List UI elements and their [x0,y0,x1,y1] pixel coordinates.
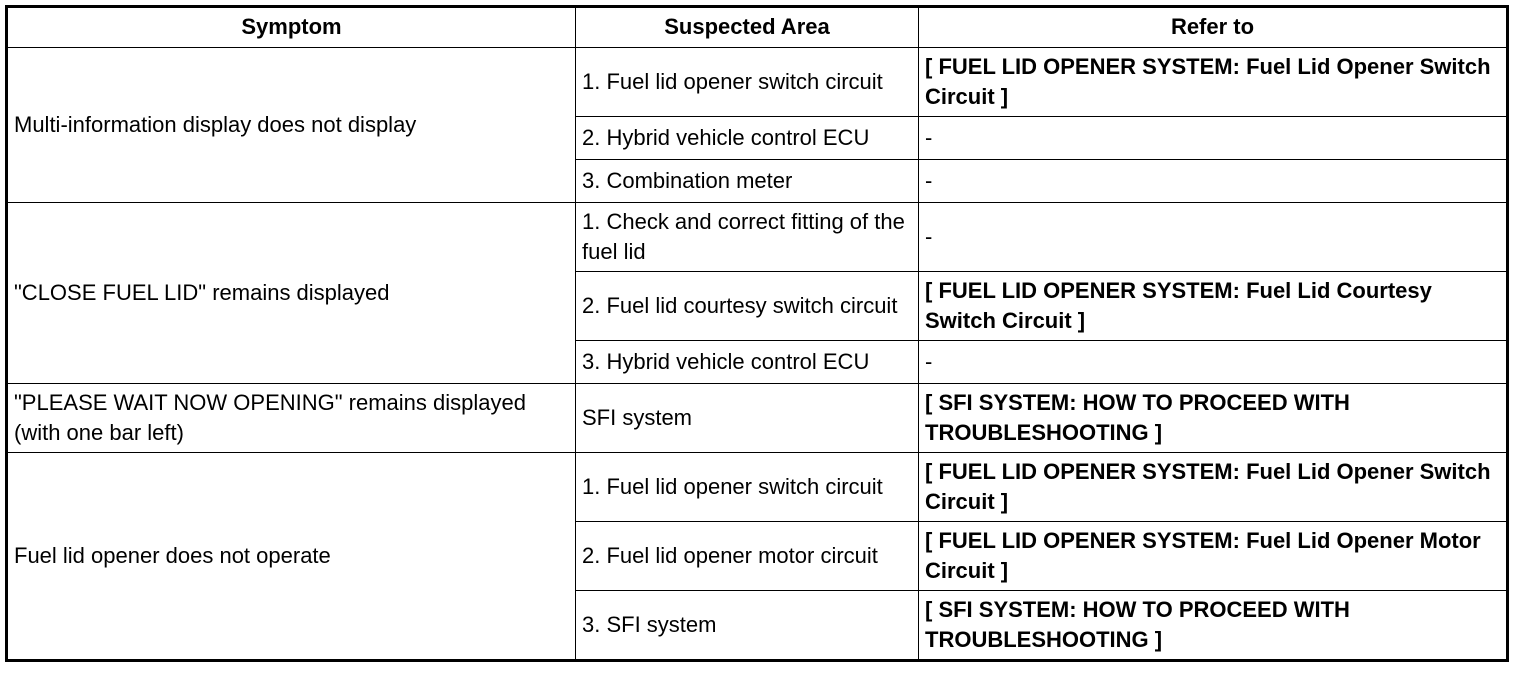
refer-cell: - [919,160,1508,203]
suspected-area-cell: SFI system [576,384,919,453]
table-row [7,48,1508,117]
table-row [7,453,1508,522]
header-suspected-area: Suspected Area [576,7,919,48]
table-row [7,203,1508,272]
refer-cell: - [919,117,1508,160]
suspected-area-cell: 2. Fuel lid courtesy switch circuit [576,272,919,341]
symptom-cell: "PLEASE WAIT NOW OPENING" remains displayed (with one bar left) [7,384,576,453]
refer-cell: - [919,203,1508,272]
suspected-area-cell: 1. Fuel lid opener switch circuit [576,48,919,117]
refer-link[interactable]: [ FUEL LID OPENER SYSTEM: Fuel Lid Opener Switch Circuit ] [919,453,1508,522]
suspected-area-cell: 1. Fuel lid opener switch circuit [576,453,919,522]
header-refer-to: Refer to [919,7,1508,48]
symptom-cell: "CLOSE FUEL LID" remains displayed [7,203,576,384]
refer-link[interactable]: [ FUEL LID OPENER SYSTEM: Fuel Lid Opener Motor Circuit ] [919,522,1508,591]
suspected-area-cell: 1. Check and correct fitting of the fuel lid [576,203,919,272]
symptom-cell: Multi-information display does not display [7,48,576,203]
header-symptom: Symptom [7,7,576,48]
refer-link[interactable]: [ SFI SYSTEM: HOW TO PROCEED WITH TROUBLESHOOTING ] [919,384,1508,453]
table-row [7,384,1508,453]
suspected-area-cell: 3. Combination meter [576,160,919,203]
problem-symptoms-table [5,5,1509,662]
suspected-area-cell: 2. Fuel lid opener motor circuit [576,522,919,591]
refer-cell: - [919,341,1508,384]
table-header-row [7,7,1508,48]
suspected-area-cell: 2. Hybrid vehicle control ECU [576,117,919,160]
refer-link[interactable]: [ SFI SYSTEM: HOW TO PROCEED WITH TROUBLESHOOTING ] [919,591,1508,661]
suspected-area-cell: 3. Hybrid vehicle control ECU [576,341,919,384]
symptom-cell: Fuel lid opener does not operate [7,453,576,661]
refer-link[interactable]: [ FUEL LID OPENER SYSTEM: Fuel Lid Courtesy Switch Circuit ] [919,272,1508,341]
refer-link[interactable]: [ FUEL LID OPENER SYSTEM: Fuel Lid Opener Switch Circuit ] [919,48,1508,117]
suspected-area-cell: 3. SFI system [576,591,919,661]
